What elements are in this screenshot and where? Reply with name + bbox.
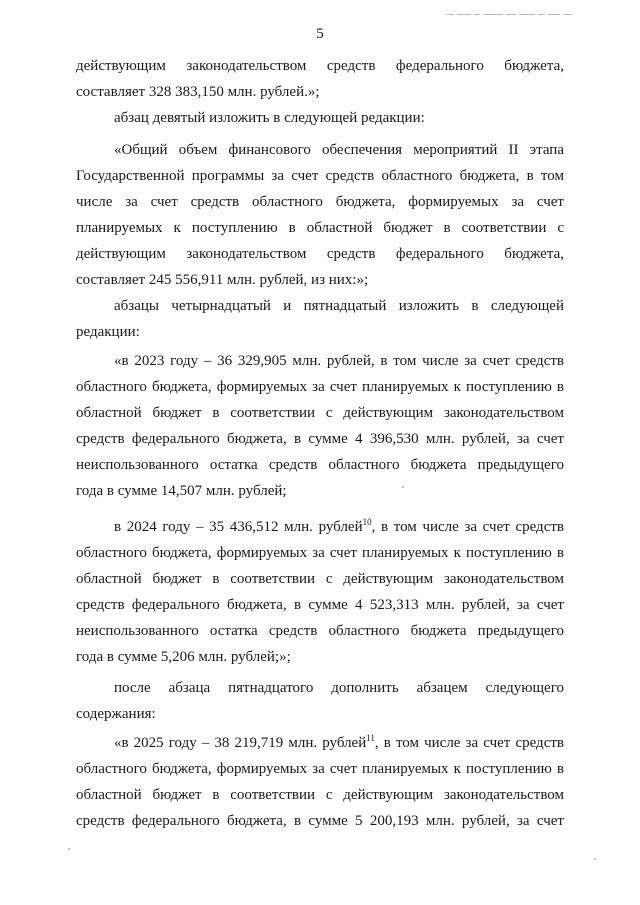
- text-segment: «в 2025 году – 38 219,719 млн. рублей: [114, 735, 367, 751]
- text-line: средств федерального бюджета, в сумме 4 396,530 млн. рублей, за счет: [76, 431, 564, 447]
- text-line: действующим законодательством средств федерального бюджета,: [76, 246, 564, 262]
- scan-speck: [594, 858, 596, 860]
- text-line: [76, 517, 564, 537]
- text-line: «в 2023 году – 36 329,905 млн. рублей, в том числе за счет средств: [114, 353, 564, 369]
- text-line: составляет 328 383,150 млн. рублей.»;: [76, 84, 320, 100]
- text-line: неиспользованного остатка средств областного бюджета предыдущего: [76, 623, 564, 639]
- footnote-ref: 10: [362, 517, 372, 527]
- text-line: [76, 733, 564, 753]
- footnote-ref: 11: [366, 733, 375, 743]
- text-line: планируемых к поступлению в областной бюджет в соответствии с: [76, 220, 564, 236]
- text-line: областного бюджета, формируемых за счет планируемых к поступлению в: [76, 545, 564, 561]
- text-line: областной бюджет в соответствии с действующим законодательством: [76, 787, 564, 803]
- text-line: составляет 245 556,911 млн. рублей, из них:»;: [76, 272, 369, 288]
- text-line: абзац девятый изложить в следующей редакции:: [114, 110, 425, 126]
- text-line: абзацы четырнадцатый и пятнадцатый изложить в следующей: [114, 298, 564, 314]
- text-line: содержания:: [76, 706, 156, 722]
- text-line: неиспользованного остатка средств областного бюджета предыдущего: [76, 457, 564, 473]
- text-segment: , в том числе за счет средств: [371, 519, 564, 535]
- text-line: Государственной программы за счет средств областного бюджета, в том: [76, 168, 564, 184]
- text-line: действующим законодательством средств федерального бюджета,: [76, 58, 564, 74]
- text-line: редакции:: [76, 324, 140, 340]
- text-line: числе за счет средств областного бюджета, формируемых за счет: [76, 194, 564, 210]
- scan-speck: [68, 848, 70, 850]
- scan-speck: [402, 486, 404, 488]
- text-line: средств федерального бюджета, в сумме 5 200,193 млн. рублей, за счет: [76, 813, 564, 829]
- text-line: областной бюджет в соответствии с действующим законодательством: [76, 405, 564, 421]
- text-line: года в сумме 5,206 млн. рублей;»;: [76, 649, 291, 665]
- text-segment: в 2024 году – 35 436,512 млн. рублей: [114, 519, 363, 535]
- scan-artifact: [446, 8, 596, 20]
- text-line: областной бюджет в соответствии с действующим законодательством: [76, 571, 564, 587]
- text-line: после абзаца пятнадцатого дополнить абзацем следующего: [114, 680, 564, 696]
- text-line: «Общий объем финансового обеспечения мероприятий II этапа: [114, 142, 564, 158]
- text-line: областного бюджета, формируемых за счет планируемых к поступлению в: [76, 379, 564, 395]
- page-number: 5: [316, 26, 324, 42]
- text-line: средств федерального бюджета, в сумме 4 523,313 млн. рублей, за счет: [76, 597, 564, 613]
- text-line: года в сумме 14,507 млн. рублей;: [76, 483, 287, 499]
- text-segment: , в том числе за счет средств: [374, 735, 564, 751]
- text-line: областного бюджета, формируемых за счет планируемых к поступлению в: [76, 761, 564, 777]
